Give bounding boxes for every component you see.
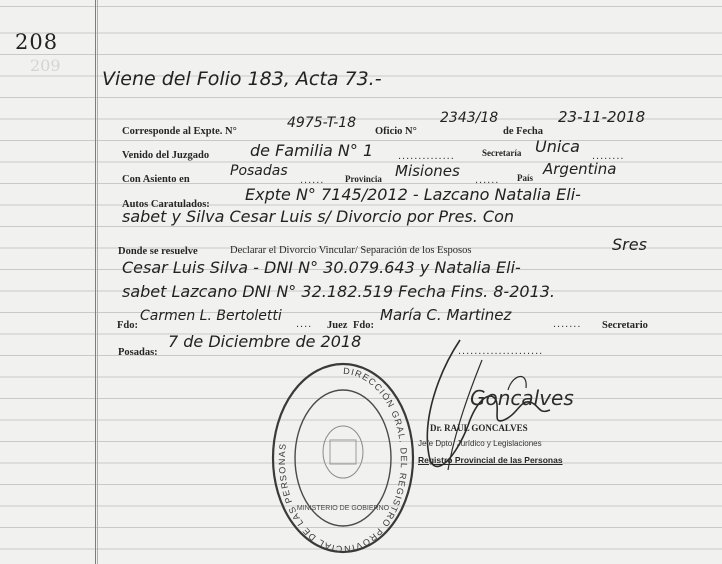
margin-rule-inner <box>97 0 98 564</box>
pais-label: País <box>517 173 534 183</box>
oficio-value: 2343/18 <box>440 110 499 126</box>
autos-line1: Expte N° 7145/2012 - Lazcano Natalia Eli- <box>245 185 581 204</box>
ghost-page-number: 209 <box>30 56 61 75</box>
juez-fdo-value: María C. Martinez <box>380 306 512 324</box>
juzgado-label: Venido del Juzgado <box>122 150 210 161</box>
margin-rule <box>95 0 96 564</box>
fdo-label: Fdo: <box>117 320 138 331</box>
heading: Viene del Folio 183, Acta 73.- <box>102 68 382 90</box>
pais-value: Argentina <box>543 160 617 178</box>
posadas-value: 7 de Diciembre de 2018 <box>168 332 362 351</box>
signer-org: Registro Provincial de las Personas <box>418 455 563 465</box>
dotted-leader: .... <box>296 318 313 330</box>
asiento-label: Con Asiento en <box>122 174 190 185</box>
posadas-label: Posadas: <box>118 347 158 358</box>
dotted-leader: .............. <box>398 150 455 162</box>
resuelve-line3: sabet Lazcano DNI N° 32.182.519 Fecha Fins. 8-2013. <box>122 282 556 301</box>
asiento-value: Posadas <box>230 163 288 179</box>
fecha-value: 23-11-2018 <box>558 108 646 126</box>
provincia-value: Misiones <box>395 162 460 180</box>
dotted-leader: ...... <box>300 174 325 186</box>
signer-name: Dr. RAUL GONCALVES <box>430 423 528 433</box>
autos-label: Autos Caratulados: <box>122 199 210 210</box>
signer-title: Jefe Dpto. Jurídico y Legislaciones <box>418 439 542 448</box>
autos-line2: sabet y Silva Cesar Luis s/ Divorcio por Pres. Con <box>122 207 515 226</box>
oficio-label: Oficio N° <box>375 126 417 137</box>
provincia-label: Provincia <box>345 174 382 184</box>
resuelve-printed: Declarar el Divorcio Vincular/ Separación de los Esposos <box>230 245 472 256</box>
dotted-leader: ....... <box>553 318 582 330</box>
corresponde-label: Corresponde al Expte. N° <box>122 126 237 137</box>
juez-fdo-label: Fdo: <box>353 320 374 331</box>
juzgado-value: de Familia N° 1 <box>250 141 374 160</box>
secretaria-value: Unica <box>535 137 580 156</box>
page-number: 208 <box>15 30 59 54</box>
handwritten-signature-icon <box>400 330 580 490</box>
resuelve-line2: Cesar Luis Silva - DNI N° 30.079.643 y Natalia Eli- <box>122 258 521 277</box>
signature-text: Goncalves <box>470 386 574 410</box>
juez-label: Juez <box>327 320 348 331</box>
dotted-leader: ........ <box>592 150 625 162</box>
secretaria-label: Secretaría <box>482 148 522 158</box>
seal-inner-text: MINISTERIO DE GOBIERNO <box>296 505 390 512</box>
resuelve-value: Sres <box>612 235 647 254</box>
dotted-leader: ...... <box>475 174 500 186</box>
seal-outer-text: DIRECCIÓN GRAL. DEL REGISTRO PROVINCIAL DE LAS PERSONAS <box>276 365 409 555</box>
resuelve-label: Donde se resuelve <box>118 246 198 257</box>
fdo-value: Carmen L. Bertoletti <box>140 308 282 324</box>
fecha-label: de Fecha <box>503 126 543 137</box>
dotted-leader: ..................... <box>458 345 544 357</box>
secretario-label: Secretario <box>602 320 648 331</box>
expte-value: 4975-T-18 <box>287 115 357 131</box>
official-seal-icon <box>270 360 416 556</box>
